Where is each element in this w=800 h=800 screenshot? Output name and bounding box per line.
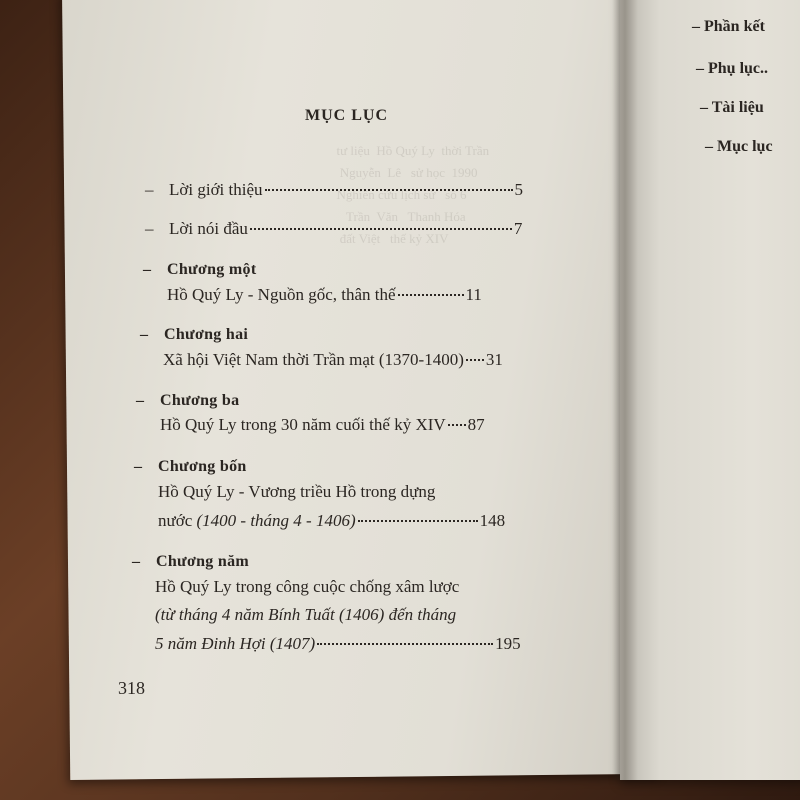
right-page-entry: – Mục lục	[705, 138, 773, 155]
book-gutter	[612, 0, 638, 780]
dot-leader	[317, 643, 493, 645]
right-page-entry: – Phụ lục..	[696, 60, 769, 77]
toc-entry-label: Lời giới thiệu	[169, 180, 263, 199]
chapter-title: Hồ Quý Ly trong công cuộc chống xâm lược	[155, 577, 460, 596]
chapter-title-continued: 5 năm Đinh Hợi (1407) 195	[155, 634, 521, 653]
chapter-page: 87	[467, 415, 485, 434]
dot-leader	[398, 294, 464, 296]
toc-entry-page: 5	[514, 180, 524, 199]
chapter-page: 11	[465, 285, 482, 304]
chapter-heading: – Chương một	[143, 261, 257, 278]
dot-leader	[448, 424, 466, 426]
chapter-heading: – Chương bốn	[134, 458, 247, 475]
chapter-title: Hồ Quý Ly - Nguồn gốc, thân thế 11	[167, 285, 482, 304]
chapter-heading: – Chương hai	[140, 326, 249, 343]
dot-leader	[250, 228, 512, 230]
toc-entry-label: Lời nói đầu	[169, 219, 248, 238]
toc-entry-preface: – Lời nói đầu 7	[145, 219, 523, 238]
dot-leader	[265, 189, 513, 191]
show-through-text: tư liệu Hồ Quý Ly thời Trần Nguyễn Lê sử học 1990 Nghiên cứu lịch sử số 6 Trần Văn Thanh Hóa đất Việt thế kỷ XIV	[336, 143, 490, 246]
chapter-heading: – Chương năm	[132, 553, 250, 570]
dot-leader	[358, 520, 478, 522]
toc-entry-introduction: – Lời giới thiệu 5	[145, 180, 524, 199]
page-number: 318	[118, 678, 145, 698]
right-page-entry: – Tài liệu	[700, 99, 764, 116]
chapter-title: Xã hội Việt Nam thời Trần mạt (1370-1400) 31	[163, 350, 503, 369]
right-book-page	[620, 0, 800, 780]
toc-entry-page: 7	[513, 219, 523, 238]
chapter-title: Hồ Quý Ly trong 30 năm cuối thế kỷ XIV 87	[160, 415, 485, 434]
dot-leader	[466, 359, 484, 361]
right-page-entry: – Phần kết	[692, 18, 765, 35]
chapter-heading: – Chương ba	[136, 392, 240, 409]
page-title: MỤC LỤC	[305, 107, 388, 124]
chapter-title: Hồ Quý Ly - Vương triều Hồ trong dựng	[158, 482, 436, 501]
chapter-page: 195	[495, 634, 521, 653]
chapter-title-continued: (từ tháng 4 năm Bính Tuất (1406) đến tháng	[155, 605, 457, 624]
chapter-title-continued: nước (1400 - tháng 4 - 1406) 148	[158, 511, 506, 530]
chapter-page: 31	[485, 350, 503, 369]
chapter-page: 148	[479, 511, 506, 530]
